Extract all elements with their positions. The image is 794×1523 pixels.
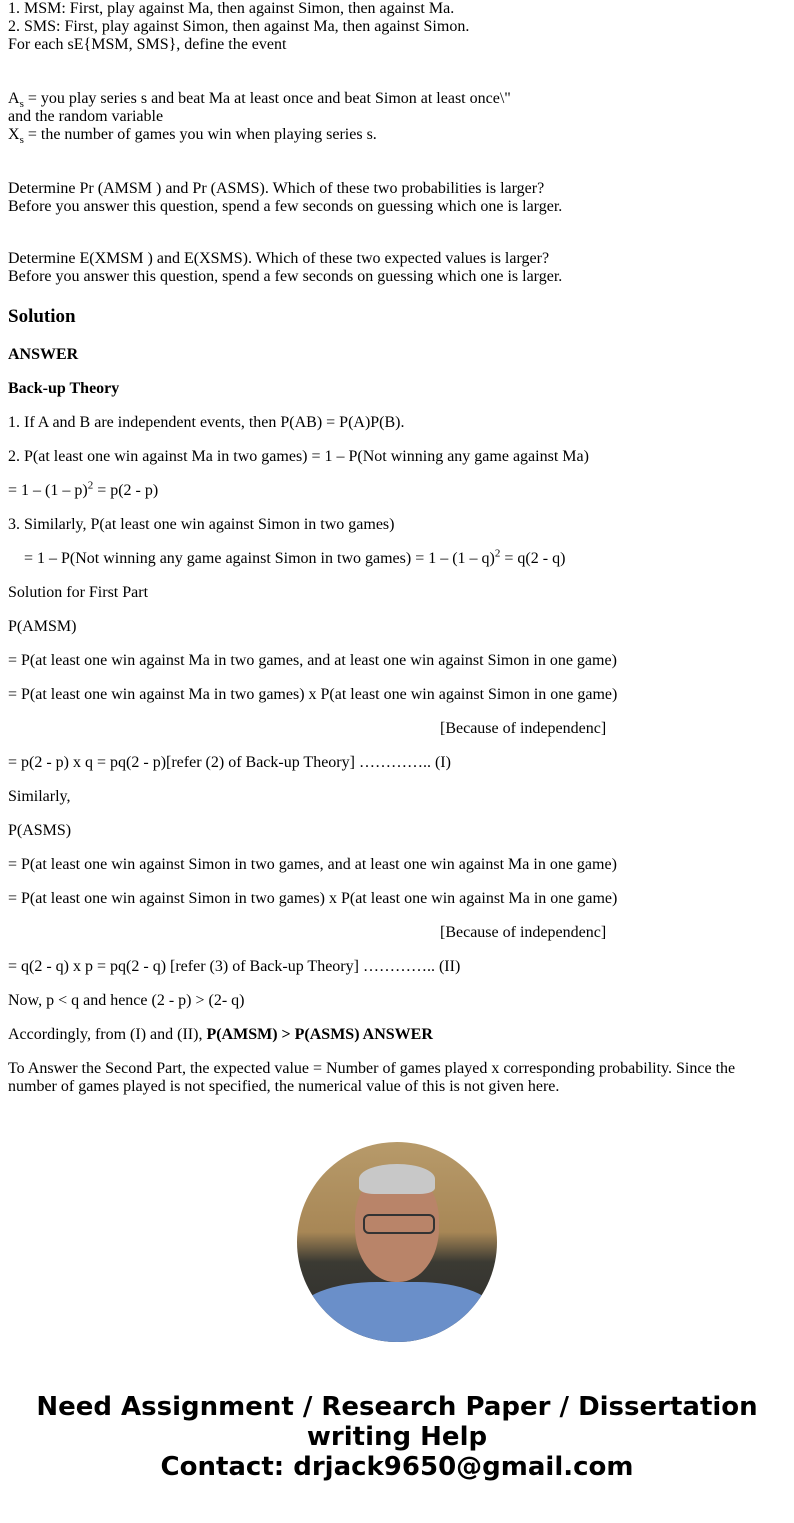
solution-line: P(ASMS) <box>8 822 72 839</box>
question-line: 1. MSM: First, play against Ma, then against Simon, then against Ma. <box>8 0 455 17</box>
footer-contact: Contact: drjack9650@gmail.com <box>160 1452 634 1482</box>
solution-line: Solution for First Part <box>8 584 149 601</box>
solution-line: 3. Similarly, P(at least one win against Simon in two games) <box>8 516 395 533</box>
solution-line: = P(at least one win against Ma in two games, and at least one win against Simon in one game) <box>8 652 617 669</box>
event-definition: $A_s$ = you play series s and beat Ma at least once and beat Simon at least once\" <box>8 90 511 111</box>
rv-definition: $X_s$ = the number of games you win when playing series s. <box>8 126 377 147</box>
question-line: Determine E(XMSM ) and E(XSMS). Which of these two expected values is larger? <box>8 250 550 267</box>
solution-line: [Because of independenc] <box>440 720 607 737</box>
footer-banner <box>8 1392 786 1482</box>
solution-line: Similarly, <box>8 788 71 805</box>
footer-line: Need Assignment / Research Paper / Dissertation writing Help <box>36 1392 758 1452</box>
question-line: Determine Pr (AMSM ) and Pr (ASMS). Which of these two probabilities is larger? <box>8 180 545 197</box>
solution-line: = P(at least one win against Simon in two games, and at least one win against Ma in one game) <box>8 856 617 873</box>
solution-heading: Solution <box>8 306 76 327</box>
solution-line: [Because of independenc] <box>440 924 607 941</box>
solution-line: 2. P(at least one win against Ma in two games) = 1 – P(Not winning any game against Ma) <box>8 448 589 465</box>
backup-heading: Back-up Theory <box>8 380 120 397</box>
solution-line: = p(2 - p) x q = pq(2 - p)[refer (2) of Back-up Theory] ………….. (I) <box>8 754 451 771</box>
solution-line: P(AMSM) <box>8 618 77 635</box>
solution-line: = P(at least one win against Simon in two games) x P(at least one win against Ma in one game) <box>8 890 618 907</box>
solution-line: = 1 – P(Not winning any game against Simon in two games) = 1 – (1 – q)$^2$ = q(2 - q) <box>24 547 566 567</box>
question-text <box>8 0 786 286</box>
solution-line: 1. If A and B are independent events, then P(AB) = P(A)P(B). <box>8 414 405 431</box>
solution-line: = q(2 - q) x p = pq(2 - q) [refer (3) of Back-up Theory] ………….. (II) <box>8 958 461 975</box>
solution-line: = 1 – (1 – p)$^2$ = p(2 - p) <box>8 479 159 499</box>
question-line: 2. SMS: First, play against Simon, then against Ma, then against Simon. <box>8 18 470 35</box>
solution-line: = P(at least one win against Ma in two games) x P(at least one win against Simon in one game) <box>8 686 618 703</box>
solution-line: To Answer the Second Part, the expected value = Number of games played x corresponding probability. Since the number of games played is not specified, the numerical value of this is not given here. <box>8 1060 736 1095</box>
question-line: Before you answer this question, spend a few seconds on guessing which one is larger. <box>8 268 563 285</box>
conclusion: Accordingly, from (I) and (II), P(AMSM) > P(ASMS) ANSWER <box>8 1026 433 1043</box>
question-line: For each sE{MSM, SMS}, define the event <box>8 36 287 53</box>
solution-line: Now, p < q and hence (2 - p) > (2- q) <box>8 992 245 1009</box>
glasses-icon <box>363 1214 435 1234</box>
answer-label: ANSWER <box>8 346 79 363</box>
question-line: and the random variable <box>8 108 164 125</box>
question-line: Before you answer this question, spend a few seconds on guessing which one is larger. <box>8 198 563 215</box>
tutor-avatar <box>297 1142 497 1342</box>
